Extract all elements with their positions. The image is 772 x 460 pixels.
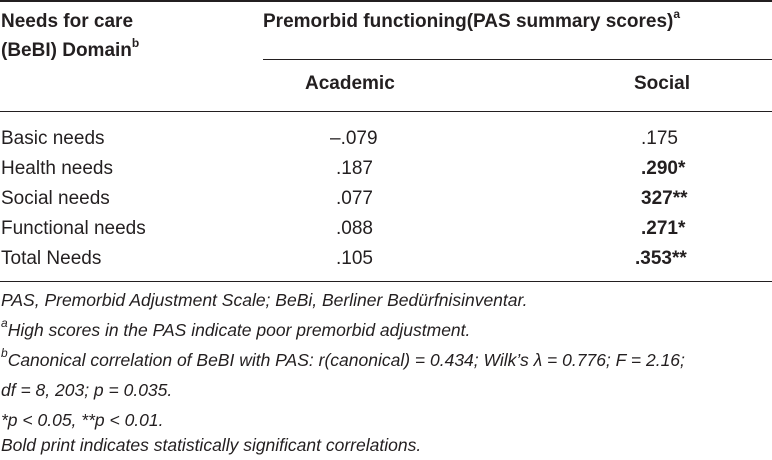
column-header-social: Social — [634, 73, 690, 94]
header-bottom-rule — [0, 111, 772, 112]
academic-value: .077 — [336, 188, 373, 209]
row-label-header-line1: Needs for care — [1, 11, 134, 32]
footnote-b-mark: b — [1, 346, 8, 361]
academic-value: .088 — [336, 218, 373, 239]
row-label: Functional needs — [1, 218, 146, 239]
row-label: Social needs — [1, 188, 110, 209]
table-top-rule — [0, 0, 772, 2]
group-header — [263, 7, 680, 36]
footnote-mark-b: b — [131, 35, 140, 50]
table-bottom-rule — [0, 281, 772, 282]
social-value: .175 — [641, 128, 678, 149]
social-value: 327** — [641, 188, 688, 209]
group-header-label: Premorbid functioning(PAS summary scores) — [263, 11, 674, 32]
row-label-header — [1, 7, 139, 65]
footnote-b-text-line1: Canonical correlation of BeBI with PAS: r(canonical) = 0.434; Wilk’s λ = 0.776; F = 2.16; — [7, 350, 685, 370]
row-label: Basic needs — [1, 128, 105, 149]
column-header-academic: Academic — [305, 73, 395, 94]
academic-value: .187 — [336, 158, 373, 179]
footnote-significance: *p < 0.05, **p < 0.01. — [1, 410, 164, 430]
footnote-bold-note: Bold print indicates statistically significant correlations. — [1, 435, 422, 455]
row-label: Health needs — [1, 158, 113, 179]
footnote-abbreviations: PAS, Premorbid Adjustment Scale; BeBi, Berliner Bedürfnisinventar. — [1, 290, 528, 310]
footnote-b-continued: df = 8, 203; p = 0.035. — [1, 380, 173, 400]
row-label-header-line2: (BeBI) Domain — [1, 40, 132, 61]
footnote-a-mark: a — [1, 316, 8, 331]
social-value: .271* — [641, 218, 686, 239]
social-value: .353** — [635, 248, 687, 269]
row-label: Total Needs — [1, 248, 102, 269]
academic-value: –.079 — [330, 128, 378, 149]
academic-value: .105 — [336, 248, 373, 269]
footnote-b — [1, 345, 771, 375]
footnote-mark-a: a — [673, 6, 681, 21]
footnote-a — [1, 315, 771, 345]
footnote-a-text: High scores in the PAS indicate poor premorbid adjustment. — [7, 320, 471, 340]
group-header-rule — [263, 59, 772, 60]
social-value: .290* — [641, 158, 686, 179]
